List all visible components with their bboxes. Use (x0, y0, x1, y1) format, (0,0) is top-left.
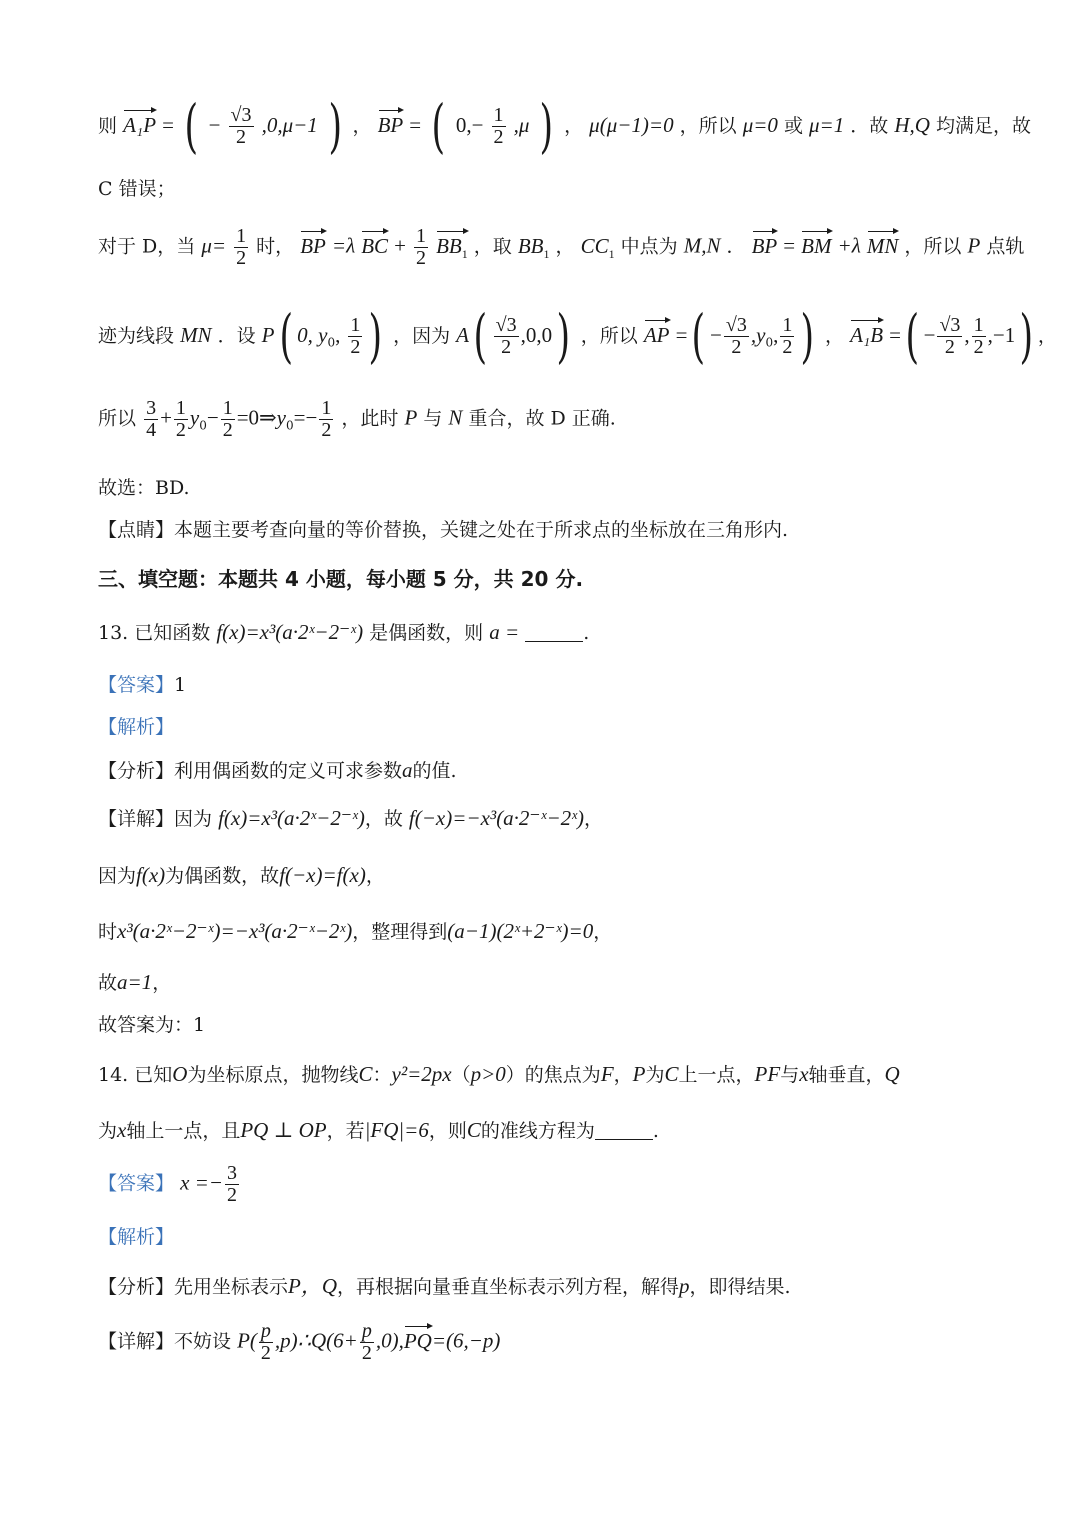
math: P( (237, 1328, 257, 1353)
numerator: 1 (175, 397, 186, 419)
tag-dianjing: 【点睛】 (98, 519, 175, 541)
equals: = (783, 233, 796, 258)
text: 已知 (134, 1064, 173, 1086)
text: 对于 D，当 (98, 235, 196, 258)
vector-bm: BM (801, 233, 832, 258)
q14-stem-2 (98, 1118, 990, 1143)
numerator: p (260, 1320, 271, 1342)
tag-jiexi: 【解析】 (98, 1226, 175, 1248)
text: 为偶函数，故 (165, 865, 280, 887)
text: ）的焦点为 (505, 1064, 601, 1086)
text: ，若 (326, 1120, 365, 1142)
line-3 (98, 225, 1025, 269)
text: 轴上一点，且 (126, 1120, 241, 1142)
q13-detail-1 (98, 806, 990, 831)
numerator: 1 (973, 314, 984, 337)
section-heading (98, 567, 990, 591)
subscript: 1 (608, 246, 615, 261)
denominator: 4 (146, 419, 157, 441)
math: 0,− (455, 112, 484, 137)
text: ， (613, 1064, 633, 1086)
math: a (402, 758, 413, 782)
text: 故选：BD. (98, 477, 190, 499)
text: 为坐标原点，抛物线 (187, 1064, 359, 1086)
subscript: 1 (543, 246, 550, 261)
question-number: 13. (98, 622, 129, 644)
text: 不妨设 (174, 1330, 232, 1353)
fraction-half (234, 226, 248, 269)
math: P (261, 322, 275, 347)
math: a=1 (117, 970, 153, 994)
text: 为 (98, 1120, 118, 1142)
denominator: 2 (236, 247, 247, 269)
answer-value: 1 (174, 674, 187, 696)
q13-answer (98, 674, 990, 697)
text: ，所以 (679, 114, 737, 137)
fraction-sqrt3-over-2 (229, 105, 254, 148)
q14-stem-1 (98, 1062, 990, 1087)
numerator: √3 (230, 104, 252, 127)
plus: + (160, 405, 172, 430)
q13-detail-2 (98, 863, 990, 888)
math (580, 233, 615, 261)
minus: − (208, 112, 221, 137)
text: ，取 (473, 235, 512, 258)
math: ,0,0 (520, 322, 553, 347)
text: 迹为线段 (98, 324, 175, 347)
text: 本题主要考查向量的等价替换，关键之处在于所求点的坐标放在三角形内. (174, 519, 789, 541)
vector-bp: BP (377, 112, 404, 137)
math: =λ (331, 233, 356, 258)
text: ，故 (364, 808, 403, 830)
numerator: √3 (725, 314, 747, 337)
question-number: 14. (98, 1064, 129, 1086)
math: ,−1 (987, 322, 1016, 347)
answer-blank (525, 641, 583, 642)
math: ,p)∴Q(6+ (274, 1328, 358, 1353)
math: PQ ⊥ OP (240, 1118, 327, 1142)
vector-bp: BP (751, 233, 778, 258)
paren-right: ) (368, 302, 383, 370)
math: P (967, 233, 981, 258)
denominator: 2 (226, 1184, 237, 1206)
line-5: 所以 $\frac{3}{4}$ + $\frac{1}{2}$ $y_0-$ $\frac{1}{2}$ $=0\Rightarrow y_0=-$ $\frac{1}{2}$ ，此时 P 与 N 重合，故 D 正确. (98, 397, 616, 441)
math: f(−x)=−x³(a·2⁻ˣ−2ˣ) (408, 806, 585, 830)
math: x =− (180, 1170, 223, 1195)
subscript: 1 (461, 246, 468, 261)
vector-a1p: A₁P (123, 112, 157, 137)
equals: = (675, 322, 688, 347)
numerator: √3 (495, 314, 517, 337)
vector-a1b: A₁B (850, 322, 884, 347)
paren-right: ) (539, 92, 554, 160)
numerator: 1 (236, 225, 247, 247)
tag-answer: 【答案】 (98, 1172, 175, 1195)
math: P (404, 405, 418, 430)
math: ,y (750, 322, 766, 347)
math: ,μ (513, 112, 530, 137)
text: ： (372, 1064, 392, 1086)
denominator: 2 (731, 336, 742, 359)
math: PF (754, 1062, 781, 1086)
math: P，Q (288, 1274, 338, 1298)
text: 所以 (98, 407, 137, 430)
text: 是偶函数，则 (369, 622, 484, 644)
plus: + (394, 233, 406, 258)
math: p (679, 1274, 690, 1298)
math: C (358, 1062, 373, 1086)
text: 点轨 (986, 235, 1025, 258)
math: μ= (201, 233, 227, 258)
math: μ=1 (809, 112, 845, 137)
q14-detail (98, 1321, 990, 1364)
tag-jiexi: 【解析】 (98, 716, 175, 738)
math: 0, y (297, 322, 328, 347)
denominator: 2 (321, 419, 332, 441)
fraction-half (492, 105, 506, 148)
paren-left: ( (184, 92, 199, 160)
paren-left: ( (691, 302, 706, 370)
denominator: 2 (260, 1342, 271, 1364)
math: f(x)=x³(a·2ˣ−2⁻ˣ) (218, 806, 365, 830)
text: 则 (98, 114, 118, 137)
numerator: 3 (226, 1162, 237, 1184)
denominator: 2 (175, 419, 186, 441)
text: 与 (423, 407, 443, 430)
tag-xiangjie: 【详解】 (98, 808, 175, 830)
math: y²=2px (391, 1062, 452, 1086)
minus: − (710, 322, 722, 347)
q13-final (98, 1014, 990, 1037)
numerator: √3 (939, 314, 961, 337)
paren-right: ) (556, 302, 571, 370)
minus: − (923, 322, 936, 347)
text: ， (564, 114, 584, 137)
text: 上一点， (678, 1064, 755, 1086)
denominator: 2 (361, 1342, 372, 1364)
text: （ (451, 1064, 471, 1086)
math: A (456, 322, 469, 347)
minus: − (206, 405, 219, 430)
vector-ap: AP (643, 322, 670, 347)
q14-answer (98, 1163, 990, 1206)
fraction-sqrt3-over-2 (724, 315, 749, 358)
text: 重合，故 D 正确. (468, 407, 616, 430)
math: O (172, 1062, 188, 1086)
math: μ(μ−1)=0 (589, 112, 674, 137)
paren-right: ) (1019, 302, 1034, 370)
denominator: 2 (501, 336, 512, 359)
text: ， (593, 921, 613, 943)
fraction-p-over-2 (259, 1321, 273, 1364)
fraction-half (174, 398, 188, 441)
line-7 (98, 519, 990, 542)
equals: = (162, 112, 174, 137)
text: 故 (98, 972, 118, 994)
text: ，整理得到 (352, 921, 448, 943)
math: Q (884, 1062, 900, 1086)
paren-right: ) (800, 302, 815, 370)
numerator: 1 (350, 314, 361, 337)
paren-left: ( (905, 302, 920, 370)
line-4: 迹为线段 MN ．设 P( 0, $y_0$, $\frac{1}{2}$ ) ，因为 A( $\frac{√3}{2}$ ,0,0) ，所以 AP =( − $\frac{√3}{2}$ $,y_0$, $\frac{1}{2}$ ) ， A₁B =( − $\frac{√3}{2}$ , $\frac{1}{2}$ ,−1) ， (98, 302, 1057, 370)
math: P (632, 1062, 646, 1086)
fraction-half (348, 315, 362, 358)
math: =0⇒ (236, 405, 277, 430)
vector-mn: MN (866, 233, 899, 258)
fraction-p-over-2 (360, 1321, 374, 1364)
text: 为 (645, 1064, 665, 1086)
fraction-sqrt3-over-2 (937, 315, 962, 358)
text: ，所以 (580, 324, 638, 347)
q13-stem (98, 620, 990, 645)
vector-pq: PQ (403, 1328, 432, 1353)
math: =(6,−p) (431, 1328, 501, 1353)
numerator: 3 (146, 397, 157, 419)
text: ，因为 (393, 324, 451, 347)
text: ， (152, 972, 172, 994)
text: BB (436, 233, 462, 258)
math: p>0 (470, 1062, 506, 1086)
text: 的准线方程为 (480, 1120, 595, 1142)
text: . (652, 1120, 659, 1142)
paren-right: ) (328, 92, 342, 160)
math: +λ (837, 233, 861, 258)
denominator: 2 (944, 336, 955, 359)
text: ，此时 (341, 407, 399, 430)
math: μ=0 (742, 112, 778, 137)
q14-jiexi (98, 1226, 990, 1249)
section-title: 三、填空题：本题共 4 小题，每小题 5 分，共 20 分. (98, 567, 584, 591)
math: x³(a·2ˣ−2⁻ˣ)=−x³(a·2⁻ˣ−2ˣ) (117, 919, 353, 943)
text: ，即得结果. (689, 1276, 791, 1298)
text: C 错误； (98, 178, 176, 200)
paren-left: ( (473, 302, 488, 370)
text: ， (352, 114, 372, 137)
numerator: 1 (416, 225, 427, 247)
math: y (189, 405, 200, 430)
text: 利用偶函数的定义可求参数 (174, 760, 403, 782)
q13-detail-4 (98, 970, 990, 995)
text: CC (580, 233, 609, 258)
math: N (448, 405, 463, 430)
math (517, 233, 550, 261)
line-1: 则 A₁P = ( − $\frac{√3}{2}$ ,0,μ−1 ) ， BP = ( 0,− $\frac{1}{2}$ ,μ ) ， μ(μ−1)=0 ，所以 μ=0 或 μ=1 ．故 H,Q 均满足，故 (98, 92, 1031, 160)
math: H,Q (894, 112, 930, 137)
fraction-half (780, 315, 794, 358)
text: . (583, 622, 590, 644)
q14-analysis (98, 1274, 990, 1299)
fraction-half (972, 315, 986, 358)
fraction-half (221, 398, 235, 441)
paren-left: ( (431, 92, 446, 160)
text: ．设 (217, 324, 256, 347)
q13-jiexi (98, 716, 990, 739)
text: ， (555, 235, 575, 258)
denominator: 2 (973, 336, 984, 359)
text: 因为 (98, 865, 137, 887)
numerator: 1 (493, 104, 504, 127)
denominator: 2 (350, 336, 361, 359)
numerator: 1 (222, 397, 233, 419)
math: x (799, 1062, 809, 1086)
numerator: 1 (321, 397, 332, 419)
denominator: 2 (236, 126, 247, 149)
vector-bp: BP (300, 233, 326, 258)
text: ， (584, 808, 604, 830)
text: 故答案为：1 (98, 1014, 206, 1036)
line-6 (98, 477, 990, 500)
text: 时， (256, 235, 295, 258)
paren-left: ( (279, 302, 293, 370)
math: ,0,μ−1 (261, 112, 318, 137)
q13-detail-3 (98, 919, 990, 944)
tag-answer: 【答案】 (98, 674, 175, 696)
fraction-3-2 (225, 1163, 239, 1206)
text: 轴垂直， (808, 1064, 885, 1086)
answer-blank (595, 1139, 653, 1140)
vector-bb1 (436, 234, 468, 262)
text: 或 (783, 114, 803, 137)
denominator: 2 (416, 247, 427, 269)
text: BB (517, 233, 544, 258)
text: ． (726, 235, 746, 258)
denominator: 2 (222, 419, 233, 441)
math: f(−x)=f(x) (279, 863, 366, 887)
math: M,N (683, 233, 721, 258)
denominator: 2 (493, 126, 504, 149)
equals: = (889, 322, 901, 347)
text: ， (1037, 324, 1057, 347)
math: =− (293, 405, 318, 430)
denominator: 2 (782, 336, 793, 359)
math: (a−1)(2ˣ+2⁻ˣ)=0 (447, 919, 594, 943)
text: ．故 (850, 114, 889, 137)
fraction-sqrt3-over-2 (494, 315, 519, 358)
math: y (276, 405, 286, 430)
math: f(x) (136, 863, 166, 887)
text: 时 (98, 921, 118, 943)
math: f(x)=x³(a·2ˣ−2⁻ˣ) (216, 620, 364, 644)
text: 中点为 (620, 235, 678, 258)
math: ,0), (375, 1328, 404, 1353)
math: F (600, 1062, 614, 1086)
text: 先用坐标表示 (174, 1276, 289, 1298)
numerator: p (361, 1320, 372, 1342)
fraction-3-4 (144, 398, 158, 441)
text: 因为 (174, 808, 213, 830)
vector-bc: BC (361, 233, 389, 258)
text: 均满足，故 (935, 114, 1031, 137)
math: |FQ|=6 (364, 1118, 429, 1142)
math: C (466, 1118, 481, 1142)
text: ， (365, 865, 385, 887)
text: ，所以 (904, 235, 962, 258)
numerator: 1 (782, 314, 793, 337)
math: MN (180, 322, 212, 347)
text: ，再根据向量垂直坐标表示列方程，解得 (337, 1276, 680, 1298)
q13-analysis (98, 758, 990, 783)
tag-fenxi: 【分析】 (98, 1276, 175, 1298)
text: ，则 (428, 1120, 467, 1142)
math: C (664, 1062, 679, 1086)
text: 已知函数 (134, 622, 211, 644)
fraction-half (414, 226, 428, 269)
tag-fenxi: 【分析】 (98, 760, 175, 782)
text: ， (825, 324, 845, 347)
line-2 (98, 178, 990, 201)
text: 的值. (412, 760, 457, 782)
math: x (117, 1118, 127, 1142)
tag-xiangjie: 【详解】 (98, 1330, 175, 1353)
fraction-half (319, 398, 333, 441)
text: 与 (780, 1064, 800, 1086)
math: a = (489, 620, 520, 644)
